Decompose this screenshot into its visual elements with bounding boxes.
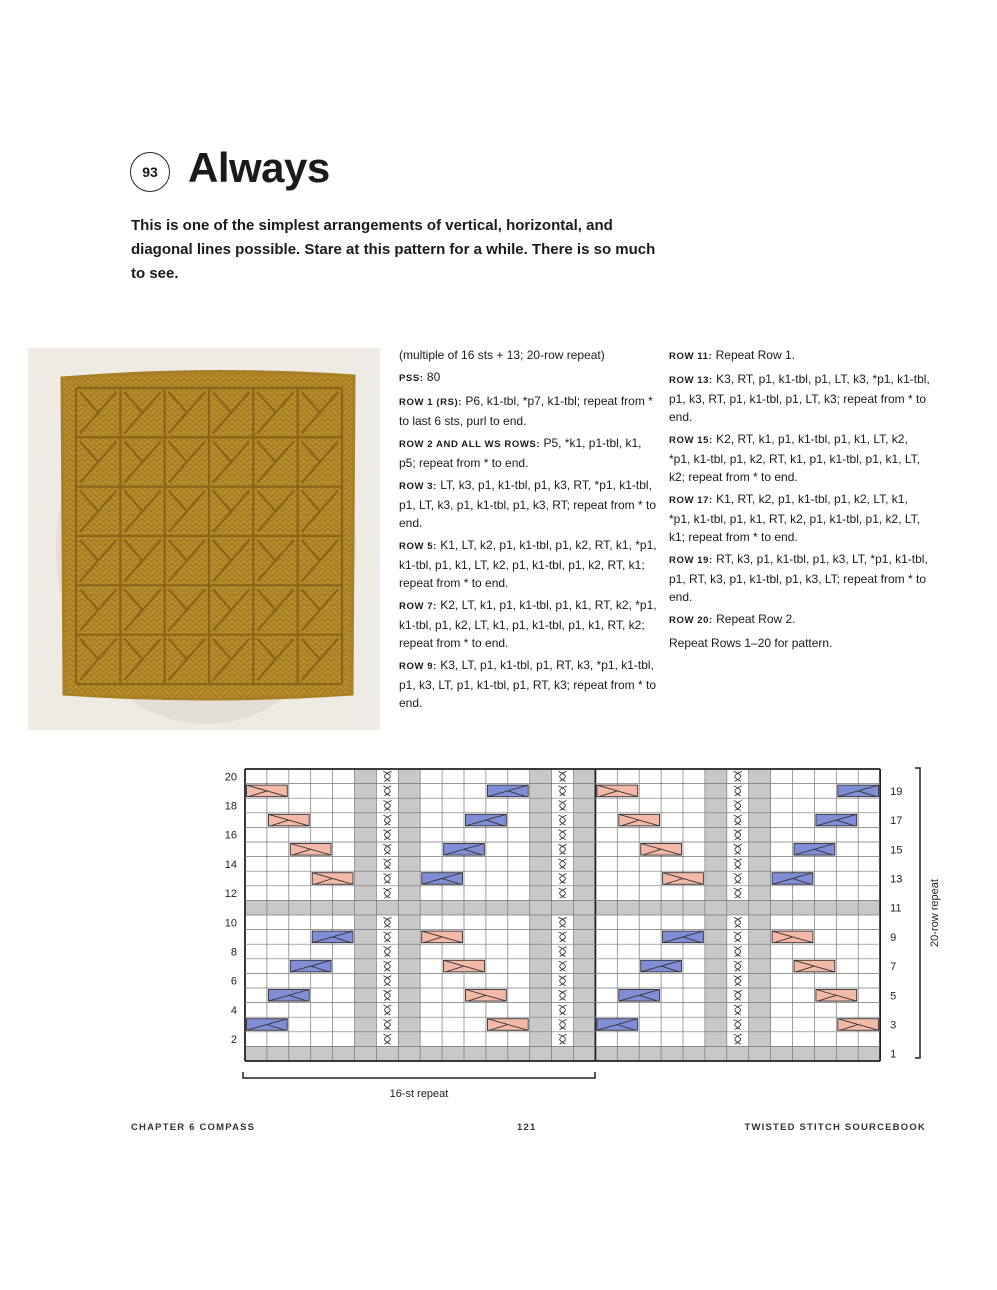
row-2-text: P5, *k1, p1-tbl, k1, p5; repeat from * to end. <box>399 436 642 470</box>
row-number-left: 8 <box>230 946 237 959</box>
twisted-stitch-symbol <box>559 961 567 971</box>
twisted-stitch-symbol <box>383 1034 391 1044</box>
twisted-stitch-symbol <box>559 830 567 840</box>
twisted-stitch-symbol <box>734 1034 742 1044</box>
stitch-repeat-bracket <box>243 1072 595 1078</box>
row-13-instruction <box>669 370 931 426</box>
pss-line <box>399 368 661 388</box>
row-5-text: K1, LT, k2, p1, k1-tbl, p1, k2, RT, k1, *p1, k1-tbl, p1, k1, LT, k2, p1, k1-tbl, p1, k2, RT, k1; repeat from * to end. <box>399 538 657 590</box>
twisted-stitch-symbol <box>559 888 567 898</box>
row-9-text: K3, LT, p1, k1-tbl, p1, RT, k3, *p1, k1-tbl, p1, k3, LT, p1, k1-tbl, p1, RT, k3; repeat from * to end. <box>399 658 657 710</box>
row-number-left: 20 <box>224 771 237 784</box>
twisted-stitch-symbol <box>559 859 567 869</box>
row-13-text: K3, RT, p1, k1-tbl, p1, LT, k3, *p1, k1-tbl, p1, k3, RT, p1, k1-tbl, p1, LT, k3; repeat from * to end. <box>669 372 930 424</box>
stitch-chart <box>220 760 960 1105</box>
twisted-stitch-symbol <box>559 874 567 884</box>
twisted-stitch-symbol <box>734 917 742 927</box>
row-17-instruction <box>669 490 931 546</box>
twisted-stitch-symbol <box>734 786 742 796</box>
twisted-stitch-symbol <box>559 844 567 854</box>
twisted-stitch-symbol <box>383 771 391 781</box>
twisted-stitch-symbol <box>383 990 391 1000</box>
twisted-stitch-symbol <box>734 801 742 811</box>
twisted-stitch-symbol <box>559 1034 567 1044</box>
twisted-stitch-symbol <box>383 859 391 869</box>
twisted-stitch-symbol <box>734 771 742 781</box>
row-19-instruction <box>669 550 931 606</box>
row-number-right: 13 <box>890 873 903 886</box>
twisted-stitch-symbol <box>734 976 742 986</box>
twisted-stitch-symbol <box>559 786 567 796</box>
twisted-stitch-symbol <box>734 844 742 854</box>
chart-right-row-numbers <box>890 786 902 1061</box>
row-number-right: 1 <box>890 1048 897 1061</box>
purl-row <box>245 900 880 915</box>
row-1-label: ROW 1 (RS): <box>399 397 463 408</box>
twisted-stitch-symbol <box>383 815 391 825</box>
chart-grid <box>245 769 880 1061</box>
row-number-left: 14 <box>224 858 237 871</box>
knitted-swatch-image <box>28 348 380 730</box>
twisted-stitch-symbol <box>559 801 567 811</box>
pattern-number-badge <box>130 152 170 192</box>
twisted-stitch-symbol <box>383 888 391 898</box>
twisted-stitch-symbol <box>734 859 742 869</box>
row-9-label: ROW 9: <box>399 661 437 672</box>
twisted-stitch-symbol <box>734 932 742 942</box>
row-20-text: Repeat Row 2. <box>716 612 796 626</box>
row-11-label: ROW 11: <box>669 351 713 362</box>
row-2-instruction <box>399 434 661 472</box>
row-15-text: K2, RT, k1, p1, k1-tbl, p1, k1, LT, k2, *p1, k1-tbl, p1, k2, RT, k1, p1, k1-tbl, p1, k1, LT, k2; repeat from * to end. <box>669 432 921 484</box>
row-number-left: 6 <box>230 975 237 988</box>
row-number-right: 19 <box>890 785 903 798</box>
row-5-instruction <box>399 536 661 592</box>
pss-label: PSS: <box>399 373 424 384</box>
row-repeat-bracket <box>915 768 920 1058</box>
row-15-label: ROW 15: <box>669 435 713 446</box>
row-number-right: 9 <box>890 931 897 944</box>
twisted-stitch-symbol <box>734 990 742 1000</box>
twisted-stitch-symbol <box>383 786 391 796</box>
row-3-label: ROW 3: <box>399 481 437 492</box>
twisted-stitch-symbol <box>734 888 742 898</box>
pattern-number: 93 <box>142 164 158 180</box>
twisted-stitch-symbol <box>734 874 742 884</box>
multiple-note: (multiple of 16 sts + 13; 20-row repeat) <box>399 348 605 362</box>
twisted-stitch-symbol <box>559 947 567 957</box>
footer-chapter: CHAPTER 6 COMPASS <box>131 1122 256 1133</box>
row-17-text: K1, RT, k2, p1, k1-tbl, p1, k2, LT, k1, *p1, k1-tbl, p1, k1, RT, k2, p1, k1-tbl, p1, k2, LT, k1; repeat from * to end. <box>669 492 921 544</box>
row-number-right: 5 <box>890 990 897 1003</box>
row-number-left: 12 <box>224 888 237 901</box>
row-9-instruction <box>399 656 661 712</box>
twisted-stitch-symbol <box>383 1020 391 1030</box>
twisted-stitch-symbol <box>734 830 742 840</box>
row-number-right: 11 <box>890 902 902 915</box>
row-number-right: 15 <box>890 844 903 857</box>
twisted-stitch-symbol <box>559 976 567 986</box>
twisted-stitch-symbol <box>383 961 391 971</box>
twisted-stitch-symbol <box>383 976 391 986</box>
row-20-label: ROW 20: <box>669 615 713 626</box>
pss-value: 80 <box>426 370 441 384</box>
page-title: Always <box>188 144 330 191</box>
row-19-label: ROW 19: <box>669 555 713 566</box>
row-13-label: ROW 13: <box>669 375 713 386</box>
twisted-stitch-symbol <box>383 844 391 854</box>
row-2-label: ROW 2 AND ALL WS ROWS: <box>399 439 541 450</box>
row-number-left: 18 <box>224 800 237 813</box>
row-7-instruction <box>399 596 661 652</box>
stitch-repeat-label: 16-st repeat <box>389 1088 449 1100</box>
twisted-stitch-symbol <box>383 917 391 927</box>
row-20-instruction <box>669 610 931 630</box>
row-3-instruction <box>399 476 661 532</box>
chart-left-row-numbers <box>225 771 237 1046</box>
swatch-photo <box>28 348 380 730</box>
row-19-text: RT, k3, p1, k1-tbl, p1, k3, LT, *p1, k1-tbl, p1, RT, k3, p1, k1-tbl, p1, k3, LT; repeat from * to end. <box>669 552 928 604</box>
twisted-stitch-symbol <box>734 1005 742 1015</box>
twisted-stitch-symbol <box>734 947 742 957</box>
twisted-stitch-symbol <box>559 932 567 942</box>
row-number-left: 4 <box>230 1004 237 1017</box>
twisted-stitch-symbol <box>559 815 567 825</box>
row-11-instruction <box>669 346 931 366</box>
instructions-column-2 <box>669 346 931 656</box>
row-17-label: ROW 17: <box>669 495 713 506</box>
row-5-label: ROW 5: <box>399 541 437 552</box>
twisted-stitch-symbol <box>383 801 391 811</box>
row-7-label: ROW 7: <box>399 601 437 612</box>
row-1-text: P6, k1-tbl, *p7, k1-tbl; repeat from * to last 6 sts, purl to end. <box>399 394 653 428</box>
twisted-stitch-symbol <box>734 961 742 971</box>
intro-paragraph: This is one of the simplest arrangements of vertical, horizontal, and diagonal lines possible. Stare at this pattern for a while. There is so much to see. <box>131 217 656 282</box>
row-number-right: 7 <box>890 961 897 974</box>
row-1-instruction <box>399 392 661 430</box>
twisted-stitch-symbol <box>383 947 391 957</box>
row-number-left: 16 <box>224 829 237 842</box>
row-number-left: 10 <box>224 917 237 930</box>
instructions-column-1 <box>399 346 661 716</box>
row-number-right: 17 <box>890 815 903 828</box>
repeat-note: Repeat Rows 1–20 for pattern. <box>669 636 833 650</box>
row-3-text: LT, k3, p1, k1-tbl, p1, k3, RT, *p1, k1-tbl, p1, LT, k3, p1, k1-tbl, p1, k3, RT; repeat from * to end. <box>399 478 657 530</box>
purl-row <box>245 1046 880 1061</box>
twisted-stitch-symbol <box>559 771 567 781</box>
twisted-stitch-symbol <box>383 874 391 884</box>
twisted-stitch-symbol <box>559 1020 567 1030</box>
row-number-left: 2 <box>230 1034 237 1047</box>
footer-book-title: TWISTED STITCH SOURCEBOOK <box>744 1122 926 1133</box>
twisted-stitch-symbol <box>734 1020 742 1030</box>
footer-page-number: 121 <box>517 1122 537 1133</box>
row-11-text: Repeat Row 1. <box>715 348 795 362</box>
twisted-stitch-symbol <box>383 830 391 840</box>
row-repeat-label: 20-row repeat <box>929 879 941 947</box>
row-number-right: 3 <box>890 1019 897 1032</box>
row-15-instruction <box>669 430 931 486</box>
twisted-stitch-symbol <box>559 990 567 1000</box>
row-7-text: K2, LT, k1, p1, k1-tbl, p1, k1, RT, k2, *p1, k1-tbl, p1, k2, LT, k1, p1, k1-tbl, p1, k1, RT, k2; repeat from * to end. <box>399 598 657 650</box>
twisted-stitch-symbol <box>559 1005 567 1015</box>
twisted-stitch-symbol <box>734 815 742 825</box>
twisted-stitch-symbol <box>559 917 567 927</box>
twisted-stitch-symbol <box>383 932 391 942</box>
twisted-stitch-symbol <box>383 1005 391 1015</box>
